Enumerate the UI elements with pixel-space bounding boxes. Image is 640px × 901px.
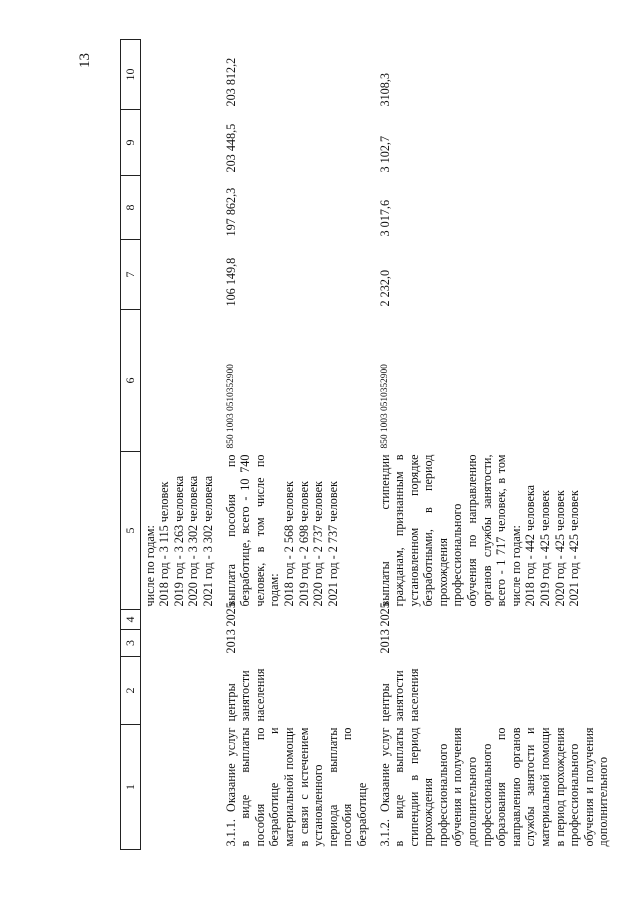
col-header-3: 3: [121, 630, 141, 657]
row-name: 3.1.1. Оказание услуг в виде выплаты пособия по безработице и материальной помощи в связи с истечением установленного периода выплаты пособия по безработице: [223, 727, 369, 847]
row-description: выплаты стипендии гражданам, признанным в установленном порядке безработными, в период прохождения профессионального обучения по направлению органов службы занятости, всего - 1 717 человек, в том числе по годам: 2018 год - 442 человека 2019 год - 425 человек 2020 год - 425 человек 2021 год - 425 человек: [377, 454, 582, 607]
col-header-4: 4: [121, 610, 141, 630]
col-header-10: 10: [121, 40, 141, 110]
row-end-year: 2025: [223, 602, 238, 627]
col-header-6: 6: [121, 310, 141, 452]
row-end-year: 2025: [377, 602, 392, 627]
row-executor: центры занятости населения: [223, 668, 267, 722]
column-number-row: [121, 40, 141, 850]
row-value-7: 106 149,8: [223, 257, 238, 307]
continuation-row: [140, 40, 221, 850]
row-value-10: 3108,3: [377, 72, 392, 107]
row-name: 3.1.2. Оказание услуг в виде выплаты стипендии в период прохождения профессионального обучения и получения дополнительного профессионального образования по направлению органов службы занятости и материальной помощи в период прохождения профессионального обучения и получения дополнительного: [377, 727, 611, 847]
continuation-description: числе по годам: 2018 год - 3 115 человек 2019 год - 3 263 человека 2020 год - 3 302 человека 2021 год - 3 302 человека: [142, 475, 215, 607]
row-budget-code: 850 1003 0510352900: [225, 364, 236, 449]
page-number: 13: [77, 53, 93, 68]
row-value-8: 3 017,6: [377, 199, 392, 237]
table-row: [376, 40, 618, 850]
program-table: [120, 39, 617, 850]
row-start-year: 2013: [377, 629, 392, 654]
row-value-8: 197 862,3: [223, 187, 238, 237]
row-value-10: 203 812,2: [223, 57, 238, 107]
col-header-7: 7: [121, 240, 141, 310]
row-start-year: 2013: [223, 629, 238, 654]
col-header-1: 1: [121, 725, 141, 850]
table-sheet: [120, 40, 640, 850]
row-budget-code: 850 1003 0510352900: [379, 364, 390, 449]
col-header-8: 8: [121, 176, 141, 240]
row-value-9: 203 448,5: [223, 123, 238, 173]
row-executor: центры занятости населения: [377, 668, 421, 722]
row-value-9: 3 102,7: [377, 135, 392, 173]
table-row: [222, 40, 376, 850]
row-value-7: 2 232,0: [377, 269, 392, 307]
col-header-9: 9: [121, 110, 141, 176]
row-description: выплата пособия по безработице, всего - 10 740 человек, в том числе по годам: 2018 год - 2 568 человек 2019 год - 2 698 человек 2020 год - 2 737 человек 2021 год - 2 737 человек: [223, 454, 340, 607]
col-header-5: 5: [121, 452, 141, 610]
col-header-2: 2: [121, 657, 141, 725]
